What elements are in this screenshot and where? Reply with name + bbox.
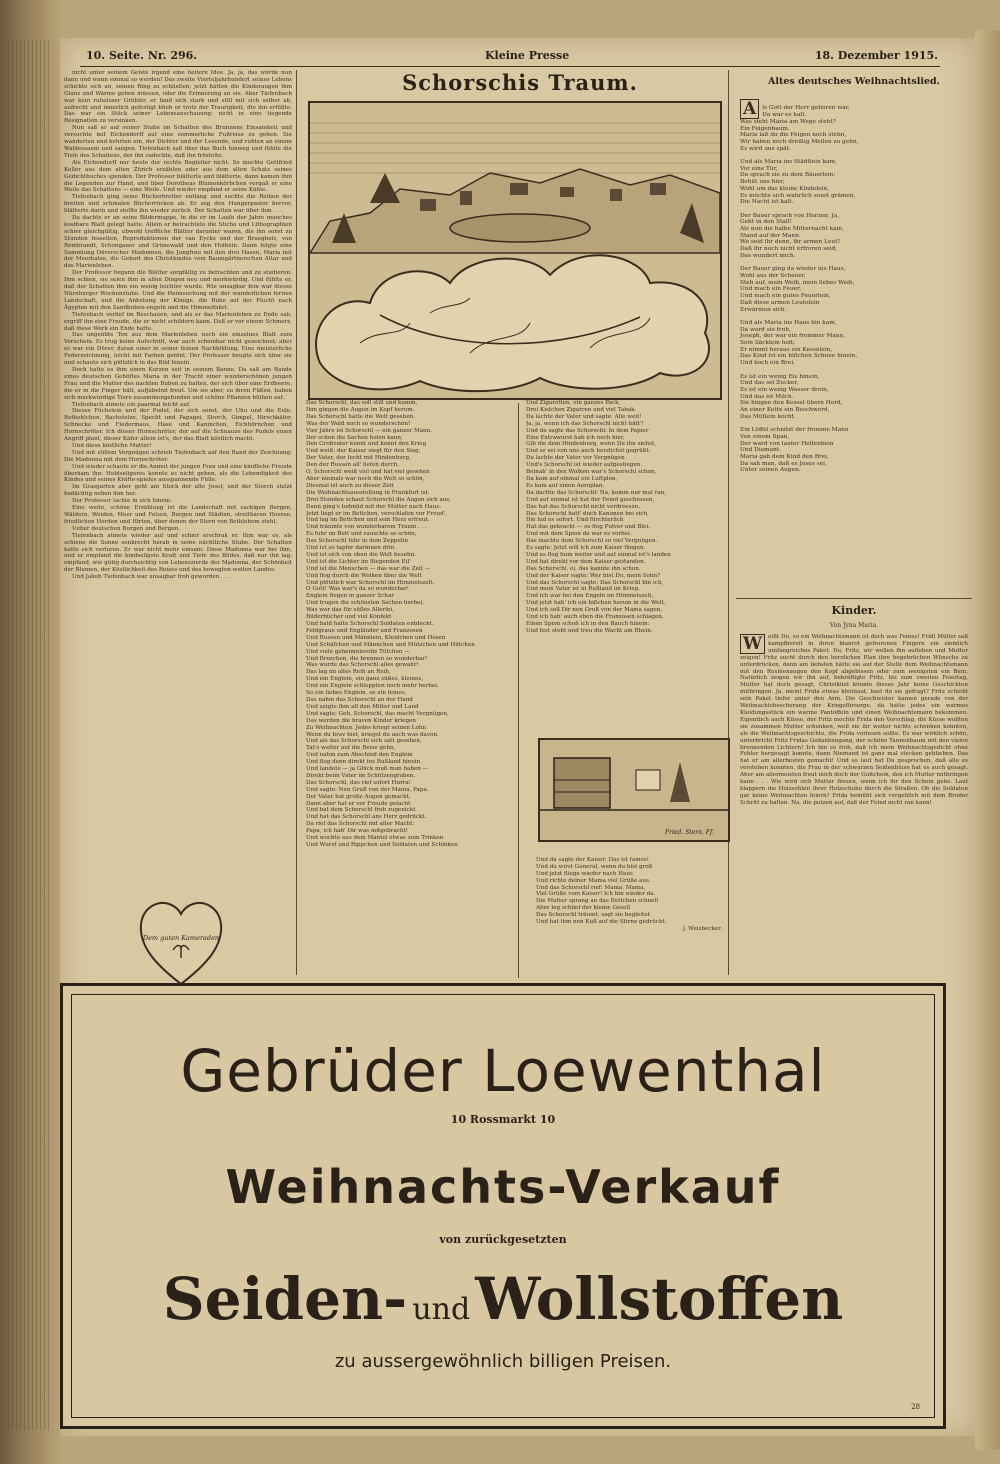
poem-line: Und auf einmal ist hat der Feind geschossen, bbox=[526, 496, 655, 503]
main-title: Schorschis Traum. bbox=[402, 70, 638, 95]
song-line bbox=[740, 206, 968, 213]
poem-line: Da lachte der Vater vor Vergnügen bbox=[526, 455, 625, 462]
poem-line: Und Russen und Männlein, Kleidchen und Hosen bbox=[306, 634, 446, 641]
poem-line: Das Schorschl, das rief sofort Hurra! bbox=[306, 779, 412, 786]
song-line: ls Gott der Herr geboren war, bbox=[762, 105, 850, 112]
left-paragraph: nicht unter seinem Geiste irgend eine heitere Idee. Ja, ja, das würde nun dann und wann einmal so werden! Das zweite Vierteljahrhundert seines Lebens schickte sich an, seinen Ring zu schließen; jetzt hätten die Kinderaugen ihm Glanz und Wärme geben müssen, oder die Erinnerung an sie. Aber Tiefenbach war kein ruheloser Grübler, er fand sich stark und still mit sich selber ab, aufrecht und innerlich gefestigt blieb er trotz der Traurigkeit, die ihn erfüllte. Das war ein Stück seiner Lebensanschauung: nicht in eine tiegende Resignation zu versinken. bbox=[64, 70, 292, 125]
poem-line: Das Schorschl hatt' doch Kanonen bei sich, bbox=[526, 510, 649, 517]
poem-line: Und der Kaiser sagte: Wer bist Du, mein Sohn? bbox=[526, 572, 661, 579]
page-header bbox=[80, 48, 940, 67]
song-line: An einer Kette ein Beschwerd, bbox=[740, 407, 830, 414]
poem-line: Da kam auf einmal ein Luftplon, bbox=[526, 475, 618, 482]
poem-line: Und hat das Schorschl ans Herz gedrückt. bbox=[306, 814, 427, 821]
poem-line: Das werden die braven Kinder kriegen bbox=[306, 717, 416, 724]
poem-title: Altes deutsches Weihnachtslied. bbox=[768, 76, 940, 87]
song-line: Geht in den Stall! bbox=[740, 219, 792, 226]
poem-line: Bilderbücher und viel Konfekt bbox=[306, 614, 392, 621]
poem-line: Es sagte: Jetzt will ich zum Kaiser fliegen. bbox=[526, 545, 646, 552]
poem-line: Feldgraue und Engländer und Franzosen bbox=[306, 627, 423, 634]
left-paragraph: Doch hatte es ihm einen Kurzen seit in seinem Banne. Da saß am Rande eines deutschen Gehöftes Maria in der Tracht einer wunderschönen jungen Frau und die Mutter des nackten Buben zu halten, der sich über eine Erdbeere, die er in die Finger hält, aufjubelnd freut. Um sie aber, zu ihren Füßen, haben sich merkwürdige Tiere zusammengefunden und schöne Pflanzen blühen auf. bbox=[64, 366, 292, 401]
poem-line: Diesmal ist auch zu dieser Zeit bbox=[306, 482, 394, 489]
poem-line: Beinah' in den Wolken war's Schorschl schon, bbox=[526, 469, 657, 476]
poem-line: Und ein Englein, ein ganz süßes, kleines, bbox=[306, 676, 423, 683]
poem-line: Zu Weihnachten. Jedes kriegt seinen Lohn bbox=[306, 724, 427, 731]
poem-line: Und da sagte der Kaiser: Das ist famos! bbox=[536, 856, 650, 863]
poem-line: Und jetzt hab' ich ein bißchen herum in die Welt. bbox=[526, 600, 666, 607]
poem-line: Die Mutter sprang an das Bettchen schnell bbox=[536, 898, 659, 905]
poem-author: J. Weisbecker. bbox=[682, 925, 722, 932]
poem-column-2-end bbox=[536, 850, 722, 974]
poem-line: Und richte deiner Mama viel Grüße aus. bbox=[536, 877, 651, 884]
poem-line: Es kam auf einen Aeroplan, bbox=[526, 482, 605, 489]
drop-cap-w: W bbox=[740, 634, 765, 654]
poem-line: Drei Stunden schaut Schorschl die Augen sich aus, bbox=[306, 496, 452, 503]
song-line: Vor eine Tür, bbox=[740, 165, 778, 172]
poem-line: Direkt beim Vater im Schützengraben. bbox=[306, 772, 416, 779]
song-line: Erwärmen sich. bbox=[740, 306, 787, 313]
poem-line: Und fest steht und treu die Wacht am Rhein. bbox=[526, 627, 653, 634]
kinder-author: Von Jyna Maria. bbox=[829, 622, 879, 629]
song-line bbox=[740, 313, 968, 320]
song-line: Der Bauer sprach von Herzen: Ja, bbox=[740, 212, 840, 219]
poem-column-1 bbox=[306, 400, 512, 978]
left-paragraph: Tiefenbach ging seine Bücherbretter entlang und suchte die Reihen der breiten und schmalen Bücherrücken ab. Er zog den Hungerpastor hervor, blätterte darin und stellte ihn wieder zurück. Der Schatten war über ihm . . . bbox=[64, 194, 292, 215]
poem-line: Und mein Vater ist in Rußland im Krieg. bbox=[526, 586, 641, 593]
poem-line: Und jetzt fliege wieder nach Haus bbox=[536, 870, 633, 877]
poem-line: Was war das für süßes Allerlei, bbox=[306, 607, 394, 614]
song-line: Und mach ein gutes Feuerlein, bbox=[740, 293, 831, 300]
song-line: Das Mütlein kocht. bbox=[740, 413, 796, 420]
song-line: Daß ihr noch nicht erfroren seid, bbox=[740, 246, 838, 253]
poem-line: Und Zigaretten, ein ganzes Pack, bbox=[526, 400, 621, 406]
poem-line: Aber niemals war noch die Welt so schön, bbox=[306, 475, 425, 482]
song-line: Er nimmt heraus ein Kesselein, bbox=[740, 346, 833, 353]
poem-line: Das nahm das Schorschl an der Hand bbox=[306, 696, 413, 703]
poem-line: Ja, ja, wenn ich das Schorschl nicht hätt'! bbox=[526, 420, 644, 427]
left-paragraph: Und mit stillem Vergnügen schrieb Tiefenbach auf den Rand der Zeichnung: Die Madonna mit dem Hornschröter. bbox=[64, 449, 292, 463]
song-line: Es ist ein wenig Eis hinein, bbox=[740, 373, 820, 380]
song-line: Und Diamant. bbox=[740, 447, 781, 454]
poem-line: Die Weihnachtsausstellung in Frankfurt ist. bbox=[306, 489, 430, 496]
poem-line: Und landete — ja Glück muß man haben — bbox=[306, 766, 429, 773]
song-line: Daß diese armen Leutelein bbox=[740, 299, 820, 306]
poem-line: Und sagte: Nen Gruß von der Mama, Papa. bbox=[306, 786, 429, 793]
poem-line: Da dachte das Schorschl: Na, komm nur mal ran, bbox=[526, 489, 666, 496]
song-line: Und mach ein Feuer, bbox=[740, 286, 802, 293]
song-line: Und koch ein Brei. bbox=[740, 360, 796, 367]
song-line: Das Kind ist ein bißchen Schnee hinein, bbox=[740, 353, 858, 360]
song-line: Es möchte sich wahrlich sonst grämen, bbox=[740, 192, 856, 199]
column-rule-2 bbox=[518, 403, 519, 978]
poem-line: Das machte dem Schorschl so viel Vergnügen. bbox=[526, 538, 658, 545]
poem-line: Und ist die Lichter im fliegenden Eil' bbox=[306, 558, 411, 565]
ad-price-line: zu aussergewöhnlich billigen Preisen. bbox=[334, 1351, 672, 1372]
ad-code: 28 bbox=[911, 1403, 920, 1411]
poem-line: Und Brezchen, die brennen so wunderbar! bbox=[306, 655, 428, 662]
song-line bbox=[740, 152, 968, 159]
song-line: Was sieht Maria am Wege steht? bbox=[740, 118, 836, 125]
poem-line: Und ist die Menschen — das war die Zeit — bbox=[306, 565, 431, 572]
poem-line: O Gott! Was war's da so wunderbar! bbox=[306, 586, 410, 593]
poem-line: Aber leg schlief der kleine Gesell bbox=[536, 905, 631, 912]
song-line: Wo seid ihr denn, ihr armen Leut? bbox=[740, 239, 841, 246]
song-line: Sie hingen den Kessel übern Herd, bbox=[740, 400, 843, 407]
poem-line: Und trugen die schönsten Sachen herbei, bbox=[306, 600, 424, 607]
poem-line: Tat's weiter auf die Reise gehn, bbox=[306, 745, 396, 752]
song-line: Unter seinen Augen. bbox=[740, 467, 801, 474]
poem-line: Und zeigte ihm all den Mitter und Land bbox=[306, 703, 419, 710]
poem-line: Der schon die Sachen holen kann, bbox=[306, 434, 403, 441]
song-line: Da ward sie froh, bbox=[740, 326, 791, 333]
poem-line: Was der Wald noch so wunderschön! bbox=[306, 420, 411, 427]
drop-cap-a: A bbox=[740, 99, 759, 119]
poem-line: Der Vater, der fecht mit Hindenburg, bbox=[306, 455, 411, 462]
song-line: Und das ist Milch. bbox=[740, 393, 794, 400]
song-line: Da sprach sie zu dem Bäuerlein: bbox=[740, 172, 836, 179]
poem-line: Und sagte: Geh, Schorschl, das macht Vergnügen, bbox=[306, 710, 449, 717]
song-line: Maria laß du die Feigen noch stehn, bbox=[740, 132, 847, 139]
kinder-story-text: eißt Du, so ein Weihnachtsmann ist doch was Feines! Fridl Müller saß kampfbereit in ihren blaurot gefrorenen Fingern ein ziemlich umfangreiches Paket. Du, Fritz, wir wollen ihn aufleben und Mutter zeigen! Fritz sucht durch den herzlichen Plan ihre begehrlichen Wünsche zu unterdrücken, denn am liebsten hätte sie auf der Stelle dem Weihnachtsmann mit den Rosinenaugen den Kopf abgebissen oder zum wenigsten ein Bein. Natürlich zeigen wir ihn auf, bekräftigte Fritz, bis zum zweiten Feiertag, Mutter hat doch gesagt, Christkind könnte dieses Jahr keine Geschichten mitbringen. Ja, meint Frida etwas kleinlaut, hast du sie gefragt? Fritz schiebt sein Paket tiefer unter den Arm. Die Geschwister kamen gerade von der Weihnachtsbescherung der Kriegsfürsorge, da hatte jedes ein warmes Kleidungsstück ein warme Pantoffeln und einen Weihnachtsmann bekommen. Eigentlich auch Küsse, der Fritz mochte Frida den Vorschlag, die Küsse wollten sie zusammen Mutter schenken, weil sie ihr weiter nichts schenken konnten, als die Weihnachtsgeschichte, die Frida vorlesen sollte. Es war wirklich schön, unterbricht Fritz Fridas Gedankengang, der schöne Tannenbaum mit den vielen brennenden Lichtern! Ich bin so froh, daß ich mein Weihnachtsgedicht ohne Fehler hergesagt konnte, dann Niemand ist ganz mal stecken geblieben. Das hat er am allerbesten gemacht! Und so laut hat Du gesprochen, daß alle es verstehen konnten, die Frau in der schwarzen Seidenbluse hat es auch gesagt. Aber am allermeisten freut mich doch der Guitchein, den ich Mutter mitbringen kann . . . Wie wird sich Mutter freuen, wenn ich ihr den Schein gebe. Laut klappern die Holzsohlen ihrer Holzschuhe durch die Straßen. Ob die Soldaten gar keine Weihnachten feiern? Frida bemüht sich vergeblich mit dem Bruder Schritt zu halten. Na, die putzen auf, daß der Feind nicht ran kann! bbox=[740, 634, 968, 806]
poem-line: Und hat dem Schorschl froh zugenickt bbox=[306, 807, 416, 814]
poem-line: Drei Kistchen Zigarren und viel Tabak. bbox=[526, 406, 637, 413]
poem-line: Dann aber hat er vor Freude gelacht bbox=[306, 800, 411, 807]
header-left: 10. Seite. Nr. 296. bbox=[86, 49, 198, 62]
song-line: Und das sei Zucker, bbox=[740, 380, 799, 387]
poem-line: Einen Spion schoß ich in den Bauch hinein: bbox=[526, 621, 650, 627]
ad-company: Gebrüder Loewenthal bbox=[180, 1037, 826, 1105]
poem-line: Und da sagte das Schorschl: In dem Papier bbox=[526, 427, 649, 434]
poem-line: Und ist sich von oben die Welt besehn. bbox=[306, 551, 417, 558]
ad-inner-frame bbox=[71, 994, 935, 1418]
poem-line: Eine Extrawurst hab ich noch hier, bbox=[526, 434, 625, 441]
poem-line: Und plötzlich war Schorschl im Himmelszelt. bbox=[306, 579, 435, 586]
zeppelin-illustration bbox=[308, 101, 722, 400]
poem-line: Den der Russen all' liefen durch. bbox=[306, 462, 400, 469]
page-edge bbox=[975, 30, 1000, 1450]
poem-line: Die lud es sofort. Und fürchterlich bbox=[526, 517, 624, 524]
section-rule bbox=[736, 598, 972, 599]
song-line: Wir haben noch dreißig Meilen zu gehn, bbox=[740, 138, 859, 145]
header-right: 18. Dezember 1915. bbox=[814, 49, 938, 62]
poem-line: Und es flog bum weiter und auf einmal ist's landen bbox=[526, 551, 671, 558]
song-line: Ein Feigenbaum. bbox=[740, 125, 790, 132]
advertisement bbox=[60, 983, 946, 1429]
poem-line: Da rief das Schorschl mit aller Macht: bbox=[306, 821, 415, 828]
ad-silk: Seiden- bbox=[162, 1265, 408, 1333]
song-line: Stand auf der Mann: bbox=[740, 232, 801, 239]
left-paragraph: Eine weite, schöne Erzählung ist die Landschaft mit zackigen Bergen, Wäldern, Weiden, Meer und Felsen, Burgen und Städten, streitbaren Heeren, friedlichen Herden und Hirten, über denen der Stern von Bethlehem steht. bbox=[64, 505, 292, 525]
song-line bbox=[740, 367, 968, 374]
left-paragraph: Und diese köstliche Mutter! bbox=[72, 442, 152, 449]
left-paragraph: Nun saß er auf seiner Stube im Schatten des Brunnens Einsamkeit und versuchte mit Eichendorff auf eine sommerliche Fußreise zu gehen. Sie wanderten und kehrten ein, der Dichter und der Lesende, und ruhten an einem Waldessaum und sangen. Tiefenbach saß über das Buch hinweg und fühlte die Tiefe des Schattens, der ihn zudeckte, daß ihn fröstelte. bbox=[64, 125, 292, 159]
poem-line: Und weiß: der Kaiser siegt für den Sieg, bbox=[306, 448, 421, 455]
poem-line: Und mit dem Spion da war es vorbei. bbox=[526, 531, 632, 538]
bed-icon bbox=[554, 758, 610, 808]
ad-sale-headline: Weihnachts-Verkauf bbox=[225, 1160, 781, 1214]
poem-column-2 bbox=[526, 400, 722, 710]
poem-line: Viel Grüße vom Kaiser! Ich bin wieder da. bbox=[536, 891, 656, 898]
left-column-story bbox=[64, 70, 292, 880]
poem-line: Und ist so tapfer darinnen drin. bbox=[306, 545, 397, 552]
poem-line: Das Schorschl, ei, das kannte ihn schon. bbox=[526, 565, 641, 572]
song-line: Es wird uns spät. bbox=[740, 145, 791, 152]
poem-line: Da lachte der Vater und sagte: Alle weit! bbox=[526, 413, 642, 420]
binding-lines bbox=[8, 40, 52, 1430]
ad-address: 10 Rossmarkt 10 bbox=[450, 1113, 556, 1126]
song-line: Von einem Span, bbox=[740, 433, 790, 440]
poem-line: Jetzt liegt er im Bettchen, verschlafen vor Freud', bbox=[306, 510, 448, 517]
poem-line: Und hat direkt vor dem Kaiser gestanden. bbox=[526, 558, 646, 565]
song-line bbox=[740, 260, 968, 267]
poem-line: Ihm gingen die Augen im Kopf herum. bbox=[306, 406, 415, 413]
christmas-song-text bbox=[740, 105, 968, 474]
song-line: Und als Maria ins Haus hin kam, bbox=[740, 319, 837, 326]
heart-label: Dem guten Kameraden bbox=[142, 934, 220, 942]
song-line: Ein Löffel schnitzt der fromme Mann bbox=[740, 427, 849, 434]
poem-line: Das Schorschl, das soll still und kumm, bbox=[306, 400, 418, 406]
song-line: Da war es kalt. bbox=[762, 112, 807, 119]
room-signature: Fried. Stern. Ff. bbox=[665, 829, 714, 836]
poem-line: Hat das gekracht — es flog Pulver und Blei. bbox=[526, 524, 651, 531]
poem-line: Und Schäfchen und Männchen und Mützchen und Hütchen bbox=[306, 641, 475, 648]
left-paragraph: Der Professor begann die Blätter sorgfältig zu betrachten und zu studieren. Ihm schien, sie seien ihm in allen Dingen neu und merkwürdig. Und fühlte er, daß der Schatten ihm ein wenig leichter wurde. Wie unsagbar fein war dieses Nürnberger Wochenstube. Und die Heimsuchung mit der wunderlichen fernen Landschaft, und die Anbetung der Könige, die Ruhe auf der Flucht nach Ägypten mit den Sandbuben-engeln und die Himmelfahrt. bbox=[64, 270, 292, 311]
poem-line: Das Schorschl fuhr in dem Zeppelin bbox=[306, 538, 408, 545]
poem-line: Das Schorschl träumt, sagt sie begleitet bbox=[536, 912, 650, 919]
poem-line: Und wochte aus dem Mantel etwas zum Trinken bbox=[306, 835, 444, 842]
poem-line: Und flog denn direkt ins Rußland hinein bbox=[306, 759, 421, 766]
song-line: Als nun die halbe Mitternacht kam, bbox=[740, 226, 845, 233]
column-rule-1 bbox=[296, 70, 297, 975]
left-paragraph: Tiefenbach atmete wieder auf und schier erschrak er. Ihm war es, als schiene die Sonne senkrecht herab in seine nächtliche Stube. Der Schatten hatte sich verloren. Er war nicht mehr einsam: Diese Madonna war bei ihm, und er empfand die kindseligste Kraft und Tiefe des Bildes, daß nur ihn lag, empfand, wie gütig durchsichtig von Lebenszierde der Madonna, der Schönheit der Blumen, der Köstlichkeit des Reizes und des bewegten weiten Landes. bbox=[64, 532, 292, 574]
song-line: Der Bauer ging da wieder ins Haus, bbox=[740, 266, 846, 273]
song-line bbox=[740, 420, 968, 427]
left-paragraph: Dieses Füchslein und der Pudel, der sich sonst, der Uhu und die Eule, Rotkehlchen, Bachstelze, Specht und Papagei, Storch, Gimpel, Hirschkäfer, Schnecke und Fledermaus, Hase und Kaninchen, Eichhörnchen und Hornschröter. Ich dieser Hornschröter, der auf die Schnauze des Pudels einen Angriff plant, dieser Käfer allein ist's, der das Blatt köstlich macht. bbox=[64, 408, 292, 443]
poem-line: Und das Schorschl sagte: Das Schorschl bin ich, bbox=[526, 579, 664, 586]
poem-line: Und ich hab' auch eben die Franzosen schlagen, bbox=[526, 614, 664, 621]
poem-line: Und ein Englein schleppten noch mehr herbei. bbox=[306, 683, 439, 690]
left-paragraph: Im Grasgarten aber geht am Stock der alte Josef, und der Storch stelzt bedächtig neben ihm her. bbox=[64, 484, 292, 498]
left-paragraph: Als Eichendorff nur heute der rechte Begleiter nicht. So mochte Gottfried Keller aus dem alten Zürich erzählen oder aus dem alten Schatz seines Gedichtbuches spenden. Der Professor blätterte und blätterte, dann kamen ihm die Legenden zur Hand, und über Dorotheas Blumenkörbchen vergaß er eine Weile das Schattens — eine Weile. Und wieder empfand er seine Kühle. bbox=[64, 159, 292, 194]
poem-line: Und ich war bei den Engeln im Himmelszelt, bbox=[526, 593, 654, 600]
poem-line bbox=[536, 850, 722, 857]
song-line: Die Nacht ist kalt. bbox=[740, 199, 794, 206]
song-line: Sein Säcklein holt; bbox=[740, 340, 796, 347]
christmas-song bbox=[740, 92, 968, 612]
left-paragraph: Und Jakob Tiefenbach war unsagbar froh geworden . . . bbox=[72, 574, 230, 581]
kinder-story bbox=[740, 634, 968, 974]
song-line: Wohl um das kleine Kindelein, bbox=[740, 185, 829, 192]
ad-wool: Wollstoffen bbox=[475, 1265, 844, 1333]
song-line: Der ward von lauter Helfenbein bbox=[740, 440, 834, 447]
song-line: Maria gab dem Kind den Brei, bbox=[740, 453, 829, 460]
zeppelin-icon bbox=[450, 214, 590, 242]
poem-line: Das lag im alles Reih an Reih, bbox=[306, 669, 391, 676]
ad-fabrics bbox=[72, 1265, 934, 1333]
song-line: Behüt uns hier, bbox=[740, 179, 785, 186]
poem-line: Und das Schorschl rief: Mama, Mama, bbox=[536, 884, 646, 891]
poem-line: So ein liebes Englein, so ein feines, bbox=[306, 690, 407, 697]
poem-line: Das hat das Schorschl nicht verdrossen. bbox=[526, 503, 641, 510]
poem-line: Und träumte von wunderbarem Traum . . . bbox=[306, 524, 427, 531]
poem-line: Und ich soll Dir nen Gruß von der Mama sagen, bbox=[526, 607, 663, 614]
left-paragraph: Ueber deutschen Burgen und Bergen. bbox=[72, 525, 180, 532]
song-line: Da sah man, daß es Jesus sei, bbox=[740, 460, 827, 467]
poem-line: Papa, ich hab' Dir was mitgebracht! bbox=[306, 828, 409, 835]
kinder-title: Kinder. bbox=[831, 604, 877, 617]
book-binding bbox=[0, 0, 62, 1464]
poem-line: O, Schorschl weiß viel und hat viel gesehen bbox=[306, 469, 430, 476]
newspaper-page bbox=[60, 38, 975, 1436]
poem-line: Und bald hatte Schorschl Soldaten entdeckt. bbox=[306, 621, 434, 627]
poem-line: Und's Schorschl ist wieder aufgestiegen. bbox=[526, 462, 643, 469]
poem-line: Englein flogen in ganzer Schar bbox=[306, 593, 394, 600]
poem-line: Das Schorschl hatte die Welt gesehen. bbox=[306, 413, 416, 420]
song-line: Joseph, der war ein frommer Mann, bbox=[740, 333, 846, 340]
poem-line: Und nahm zum Abschied den Englein bbox=[306, 752, 413, 759]
left-paragraph: Tiefenbach atmete ein paarmal leicht auf. bbox=[72, 401, 191, 408]
poem-line: Und lag im Bettchen und sein Herz erfreut. bbox=[306, 517, 430, 524]
poem-line: Und Wurst und Rippchen und Soldaten und Schinken bbox=[306, 842, 458, 848]
poem-line: Wenn du brav bist, kriegst du auch was davon. bbox=[306, 731, 439, 738]
song-line: Wohl aus der Scheuer, bbox=[740, 272, 806, 279]
poem-line: Und als das Schorschl sich satt gesehen, bbox=[306, 738, 422, 745]
left-paragraph: Tiefenbach verlief im Beschauen, und als er das Marienleben zu Ende sah, ergriff ihn eine Freude, die er nicht schildern kann. Daß er vor einem Schmerz, daß diese Werk ein Ende hatte. bbox=[64, 311, 292, 332]
poem-line: Und du wirst General, wenn du bist groß bbox=[536, 863, 653, 870]
poem-line: Der Vater hat große Augen gemacht, bbox=[306, 793, 411, 800]
poem-line: Es fuhr im Bett und rauschte so schön, bbox=[306, 531, 417, 538]
ad-von-line: von zurückgesetzten bbox=[439, 1233, 567, 1246]
poem-line: Und er sei von uns auch herzlichst gegrüßt. bbox=[526, 448, 651, 455]
left-paragraph: Und wieder schaute er die Anmut der jungen Frau und eine kindliche Freude überkam ihn: Holdseligeres konnte es nicht geben, als die Lebendigkeit des Kindes und seines Kräfte-spieles ausspannende Fülle. bbox=[64, 463, 292, 484]
song-line: Das wundert mich. bbox=[740, 252, 796, 259]
ad-und: und bbox=[412, 1292, 471, 1327]
poem-line: Vier Jahre ist Schorschl — ein ganzer Mann. bbox=[306, 427, 433, 434]
heart-emblem bbox=[135, 898, 227, 988]
poem-line: Und hat ihm nen Kuß auf die Stirne gedrückt. bbox=[536, 919, 667, 926]
poem-line: Den Großvater kennt und kennt den Krieg bbox=[306, 441, 427, 448]
header-center: Kleine Presse bbox=[485, 49, 570, 62]
poem-line: Dann ging's todmüd mit der Mutter nach Haus. bbox=[306, 503, 441, 510]
poem-line: Und viele geheimnisvolle Tütchen — bbox=[306, 648, 410, 655]
left-paragraph: Das ungeübte Ton aus dem Marienleben noch ein einzelnes Blatt zum Vorschein. Es trug keine Aufschrift, war auch scheinbar nicht gezeichnet; aber es war ein Dürer, daran einer in seiner feinen Nachbildung. Eine meisterliche Federzeichnung, leicht mit Farben getönt. Der Professor beugte sich über sie und schaute sich plötzlich in das Bild hinein. bbox=[64, 332, 292, 367]
left-paragraph: Da dachte er an seine Bildermappe, in die er im Laufe der Jahre manches kostbare Blatt gelegt hatte. Allein er betrachtete die Stiche und Lithographien schier gleichgültig, obwohl treffliche Blätter darunter waren, die ihn sonst zu Stunden fesselten, Reproduktionen der van Eycks und der Brueghels, von Rembrandt, Schongauer und Grünewald und den Holbein. Dann folgte eine Sammlung Dürerscher Madonnen, die Jungfrau mit den drei Hasen, Maria mit der Meerkatze, die Geburt des Christkindes vom Baumgärtnerschen Altar und das Marienleben. bbox=[64, 215, 292, 270]
poem-line: Gib die dem Hindenburg, wenn Du ihn siehst, bbox=[526, 441, 656, 448]
song-line: Und als Maria ins Städtlein kam, bbox=[740, 159, 837, 166]
poem-line: Was wurde das Schorschl alles gewahr! bbox=[306, 662, 419, 669]
song-line: Es ist ein wenig Wasser drein, bbox=[740, 386, 829, 393]
song-line: Steh auf, mein Weib, mein liebes Weib, bbox=[740, 279, 855, 286]
bedroom-illustration bbox=[538, 738, 730, 842]
poem-line: Und flog durch die Wolken über die Welt bbox=[306, 572, 422, 579]
left-paragraph: Der Professor lachte in sich hinein. bbox=[72, 498, 173, 505]
